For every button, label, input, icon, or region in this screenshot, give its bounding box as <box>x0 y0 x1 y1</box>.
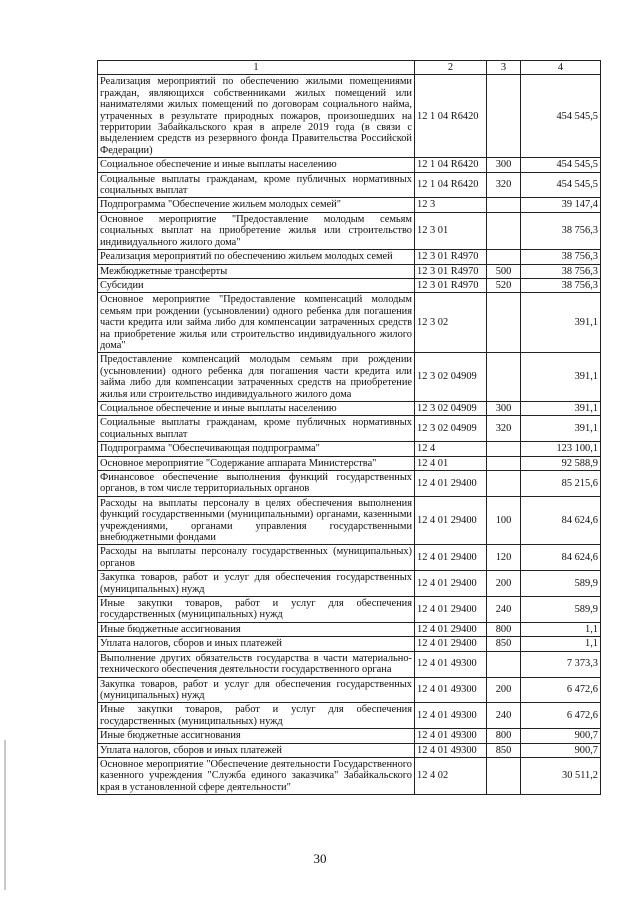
row-code-cell: 12 4 <box>415 442 487 456</box>
row-expense-type-cell: 300 <box>487 401 521 415</box>
row-expense-type-cell <box>487 456 521 470</box>
row-expense-type-cell: 200 <box>487 677 521 703</box>
row-name-cell: Иные бюджетные ассигнования <box>98 729 415 743</box>
row-expense-type-cell: 800 <box>487 622 521 636</box>
row-name-cell: Уплата налогов, сборов и иных платежей <box>98 637 415 651</box>
row-amount-cell: 589,9 <box>521 571 601 597</box>
row-expense-type-cell: 100 <box>487 496 521 545</box>
row-amount-cell: 123 100,1 <box>521 442 601 456</box>
row-expense-type-cell: 320 <box>487 172 521 198</box>
row-code-cell: 12 4 01 29400 <box>415 637 487 651</box>
row-expense-type-cell: 240 <box>487 597 521 623</box>
row-name-cell: Основное мероприятие "Обеспечение деятельности Государственного казенного учреждения "Служба единого заказчика" Забайкальского края в установленной сфере деятельности" <box>98 757 415 794</box>
row-amount-cell: 589,9 <box>521 597 601 623</box>
row-code-cell: 12 4 01 29400 <box>415 471 487 497</box>
row-amount-cell: 391,1 <box>521 416 601 442</box>
row-name-cell: Межбюджетные трансферты <box>98 264 415 278</box>
header-col-4: 4 <box>521 61 601 75</box>
row-amount-cell: 39 147,4 <box>521 198 601 212</box>
scan-edge-mark <box>4 740 6 890</box>
table-row <box>98 471 601 497</box>
row-code-cell: 12 1 04 R6420 <box>415 75 487 158</box>
table-row <box>98 212 601 249</box>
table-row <box>98 264 601 278</box>
header-col-3: 3 <box>487 61 521 75</box>
row-code-cell: 12 4 01 29400 <box>415 496 487 545</box>
row-amount-cell: 454 545,5 <box>521 172 601 198</box>
row-code-cell: 12 4 01 49300 <box>415 677 487 703</box>
table-row <box>98 293 601 353</box>
row-name-cell: Выполнение других обязательств государства в части материально-технического обеспечения деятельности государственного органа <box>98 651 415 677</box>
row-name-cell: Реализация мероприятий по обеспечению жильем молодых семей <box>98 250 415 264</box>
row-name-cell: Иные закупки товаров, работ и услуг для обеспечения государственных (муниципальных) нужд <box>98 597 415 623</box>
row-amount-cell: 391,1 <box>521 353 601 402</box>
row-code-cell: 12 1 04 R6420 <box>415 158 487 172</box>
row-code-cell: 12 3 02 04909 <box>415 416 487 442</box>
row-amount-cell: 6 472,6 <box>521 677 601 703</box>
row-code-cell: 12 3 02 <box>415 293 487 353</box>
row-amount-cell: 38 756,3 <box>521 278 601 292</box>
row-expense-type-cell: 320 <box>487 416 521 442</box>
row-amount-cell: 454 545,5 <box>521 158 601 172</box>
row-expense-type-cell: 500 <box>487 264 521 278</box>
table-row <box>98 637 601 651</box>
table-row <box>98 278 601 292</box>
row-code-cell: 12 3 01 <box>415 212 487 249</box>
row-expense-type-cell: 300 <box>487 158 521 172</box>
row-code-cell: 12 4 01 49300 <box>415 743 487 757</box>
row-expense-type-cell <box>487 198 521 212</box>
row-amount-cell: 38 756,3 <box>521 264 601 278</box>
row-name-cell: Социальное обеспечение и иные выплаты населению <box>98 401 415 415</box>
row-amount-cell: 84 624,6 <box>521 545 601 571</box>
table-row <box>98 597 601 623</box>
row-name-cell: Предоставление компенсаций молодым семьям при рождении (усыновлении) одного ребенка для погашения части кредита или займа либо для компенсации затраченных средств на приобретение жилья или строительство индивидуального жилого дома <box>98 353 415 402</box>
table-row <box>98 442 601 456</box>
row-expense-type-cell: 850 <box>487 637 521 651</box>
row-code-cell: 12 4 01 29400 <box>415 545 487 571</box>
table-body <box>98 75 601 795</box>
header-col-1: 1 <box>98 61 415 75</box>
row-name-cell: Социальные выплаты гражданам, кроме публичных нормативных социальных выплат <box>98 172 415 198</box>
row-code-cell: 12 4 01 49300 <box>415 703 487 729</box>
table-row <box>98 198 601 212</box>
table-row <box>98 456 601 470</box>
row-code-cell: 12 4 01 <box>415 456 487 470</box>
row-expense-type-cell: 520 <box>487 278 521 292</box>
table-row <box>98 743 601 757</box>
row-amount-cell: 38 756,3 <box>521 212 601 249</box>
row-expense-type-cell <box>487 651 521 677</box>
row-code-cell: 12 4 01 29400 <box>415 622 487 636</box>
row-expense-type-cell <box>487 353 521 402</box>
row-code-cell: 12 3 01 R4970 <box>415 278 487 292</box>
row-name-cell: Закупка товаров, работ и услуг для обеспечения государственных (муниципальных) нужд <box>98 677 415 703</box>
row-name-cell: Подпрограмма "Обеспечивающая подпрограмма" <box>98 442 415 456</box>
row-code-cell: 12 4 02 <box>415 757 487 794</box>
row-code-cell: 12 3 02 04909 <box>415 401 487 415</box>
table-row <box>98 703 601 729</box>
table-row <box>98 401 601 415</box>
row-amount-cell: 6 472,6 <box>521 703 601 729</box>
table-row <box>98 496 601 545</box>
row-amount-cell: 84 624,6 <box>521 496 601 545</box>
row-name-cell: Закупка товаров, работ и услуг для обеспечения государственных (муниципальных) нужд <box>98 571 415 597</box>
row-expense-type-cell: 800 <box>487 729 521 743</box>
row-amount-cell: 38 756,3 <box>521 250 601 264</box>
row-name-cell: Финансовое обеспечение выполнения функций государственных органов, в том числе территориальных органов <box>98 471 415 497</box>
table-row <box>98 158 601 172</box>
row-name-cell: Основное мероприятие "Предоставление молодым семьям социальных выплат на приобретение жилья или строительство индивидуального жилого дома" <box>98 212 415 249</box>
row-amount-cell: 1,1 <box>521 637 601 651</box>
table-row <box>98 651 601 677</box>
row-expense-type-cell: 200 <box>487 571 521 597</box>
row-expense-type-cell <box>487 212 521 249</box>
row-code-cell: 12 3 02 04909 <box>415 353 487 402</box>
row-name-cell: Субсидии <box>98 278 415 292</box>
row-amount-cell: 391,1 <box>521 401 601 415</box>
row-amount-cell: 30 511,2 <box>521 757 601 794</box>
row-name-cell: Иные бюджетные ассигнования <box>98 622 415 636</box>
row-amount-cell: 92 588,9 <box>521 456 601 470</box>
row-amount-cell: 7 373,3 <box>521 651 601 677</box>
budget-table <box>97 60 601 795</box>
table-row <box>98 677 601 703</box>
row-code-cell: 12 4 01 49300 <box>415 729 487 743</box>
table-header-row <box>98 61 601 75</box>
row-name-cell: Расходы на выплаты персоналу государственных (муниципальных) органов <box>98 545 415 571</box>
row-amount-cell: 391,1 <box>521 293 601 353</box>
table-row <box>98 545 601 571</box>
row-code-cell: 12 4 01 29400 <box>415 571 487 597</box>
row-code-cell: 12 4 01 49300 <box>415 651 487 677</box>
table-row <box>98 353 601 402</box>
row-expense-type-cell: 850 <box>487 743 521 757</box>
row-code-cell: 12 3 01 R4970 <box>415 250 487 264</box>
row-expense-type-cell <box>487 250 521 264</box>
table-row <box>98 172 601 198</box>
row-expense-type-cell <box>487 75 521 158</box>
header-col-2: 2 <box>415 61 487 75</box>
row-code-cell: 12 3 01 R4970 <box>415 264 487 278</box>
row-name-cell: Основное мероприятие "Предоставление компенсаций молодым семьям при рождении (усыновлении) одного ребенка для погашения части кредита или займа либо для компенсации затраченных средств на приобретение жилья или строительство индивидуального жилого дома" <box>98 293 415 353</box>
row-amount-cell: 1,1 <box>521 622 601 636</box>
row-name-cell: Реализация мероприятий по обеспечению жилыми помещениями граждан, являющихся собственниками жилых помещений или нанимателями жилых помещений по договорам социального найма, утраченных в результате природных пожаров, произошедших на территории Забайкальского края в апреле 2019 года (в связи с выделением средств из резервного фонда Правительства Российской Федерации) <box>98 75 415 158</box>
row-amount-cell: 454 545,5 <box>521 75 601 158</box>
row-code-cell: 12 4 01 29400 <box>415 597 487 623</box>
row-name-cell: Уплата налогов, сборов и иных платежей <box>98 743 415 757</box>
table-row <box>98 729 601 743</box>
row-expense-type-cell: 240 <box>487 703 521 729</box>
row-name-cell: Расходы на выплаты персоналу в целях обеспечения выполнения функций государственными (муниципальными) органами, казенными учреждениями, органами управления государственными внебюджетными фондами <box>98 496 415 545</box>
row-name-cell: Социальные выплаты гражданам, кроме публичных нормативных социальных выплат <box>98 416 415 442</box>
row-expense-type-cell <box>487 293 521 353</box>
row-name-cell: Подпрограмма "Обеспечение жильем молодых семей" <box>98 198 415 212</box>
table-row <box>98 571 601 597</box>
row-expense-type-cell <box>487 471 521 497</box>
table-row <box>98 416 601 442</box>
row-amount-cell: 85 215,6 <box>521 471 601 497</box>
page-number: 30 <box>313 851 327 866</box>
row-name-cell: Иные закупки товаров, работ и услуг для обеспечения государственных (муниципальных) нужд <box>98 703 415 729</box>
table-row <box>98 250 601 264</box>
row-name-cell: Социальное обеспечение и иные выплаты населению <box>98 158 415 172</box>
row-code-cell: 12 1 04 R6420 <box>415 172 487 198</box>
table-row <box>98 622 601 636</box>
row-expense-type-cell: 120 <box>487 545 521 571</box>
table-row <box>98 75 601 158</box>
row-amount-cell: 900,7 <box>521 743 601 757</box>
row-expense-type-cell <box>487 757 521 794</box>
row-amount-cell: 900,7 <box>521 729 601 743</box>
table-row <box>98 757 601 794</box>
row-expense-type-cell <box>487 442 521 456</box>
row-code-cell: 12 3 <box>415 198 487 212</box>
row-name-cell: Основное мероприятие "Содержание аппарата Министерства" <box>98 456 415 470</box>
